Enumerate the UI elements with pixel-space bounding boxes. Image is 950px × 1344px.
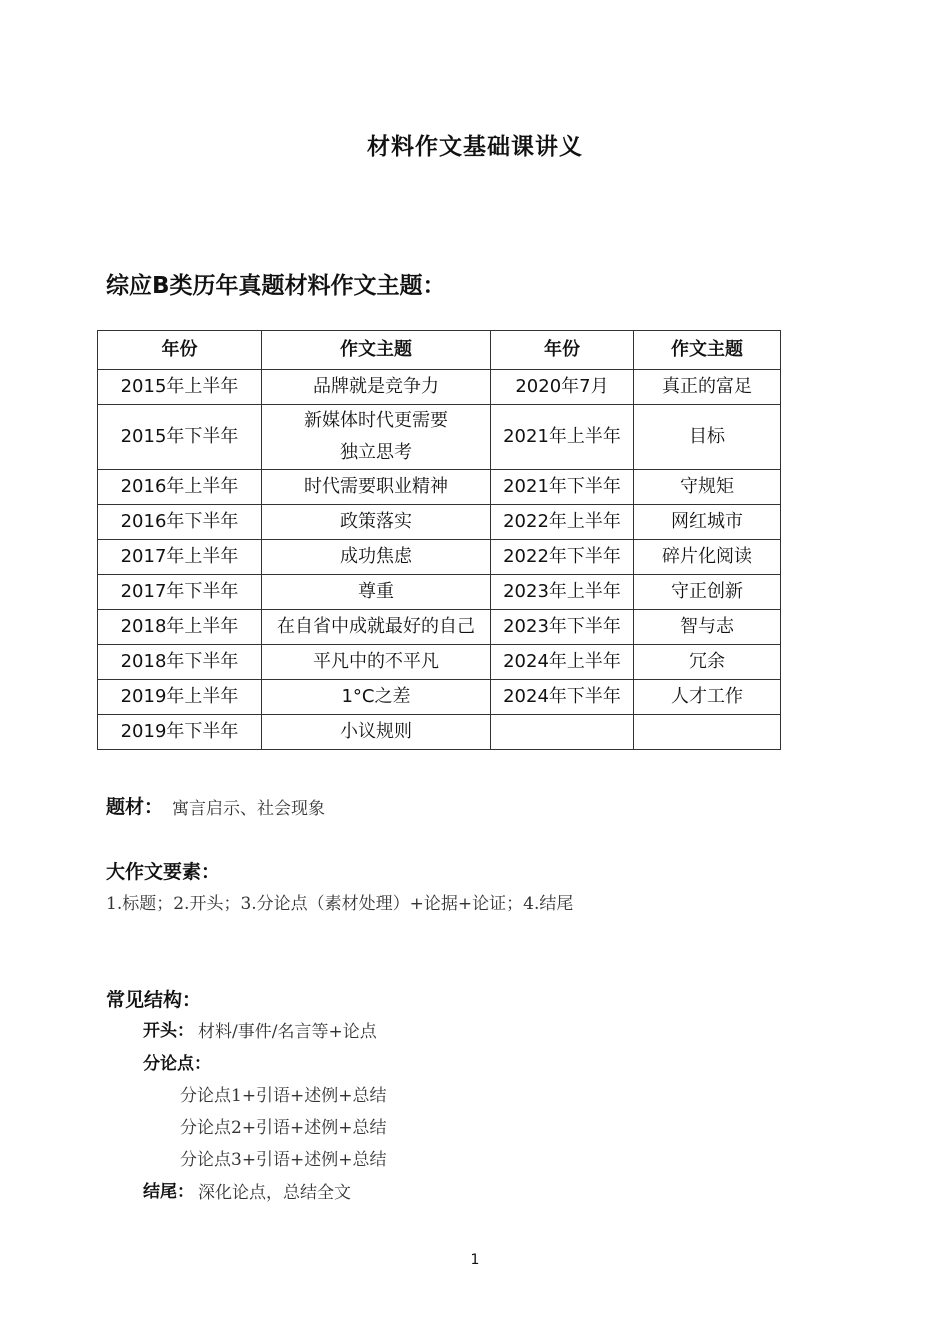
page-number: 1: [470, 1252, 480, 1268]
year-cell: 2021年上半年: [491, 405, 634, 470]
topic-cell: 新媒体时代更需要 独立思考: [262, 405, 491, 470]
table-row: [98, 370, 781, 405]
topic-cell: 品牌就是竞争力: [262, 370, 491, 405]
year-cell: 2022年下半年: [491, 540, 634, 575]
table-row: [98, 405, 781, 470]
year-cell: 2024年下半年: [491, 680, 634, 715]
year-cell: 2017年上半年: [98, 540, 262, 575]
topic-cell: [634, 715, 781, 750]
topic-cell: 政策落实: [262, 505, 491, 540]
year-cell: 2022年上半年: [491, 505, 634, 540]
table-row: [98, 470, 781, 505]
topic-cell: 在自省中成就最好的自己: [262, 610, 491, 645]
year-cell: 2017年下半年: [98, 575, 262, 610]
topic-cell: 平凡中的不平凡: [262, 645, 491, 680]
year-cell: 2018年下半年: [98, 645, 262, 680]
page-title: 材料作文基础课讲义: [367, 134, 583, 160]
year-cell: 2015年下半年: [98, 405, 262, 470]
elements-text: 1.标题；2.开头；3.分论点（素材处理）+论据+论证；4.结尾: [106, 894, 574, 914]
elements-label: 大作文要素：: [106, 861, 221, 883]
table-row: [98, 505, 781, 540]
topic-cell: 目标: [634, 405, 781, 470]
year-cell: 2024年上半年: [491, 645, 634, 680]
subject-text: 寓言启示、社会现象: [172, 799, 325, 819]
year-cell: 2021年下半年: [491, 470, 634, 505]
table-row: [98, 645, 781, 680]
essay-topics-table: [97, 330, 781, 750]
topic-cell: 守正创新: [634, 575, 781, 610]
topic-cell: 1°C之差: [262, 680, 491, 715]
year-cell: 2016年上半年: [98, 470, 262, 505]
section-heading: 综应B类历年真题材料作文主题：: [106, 273, 446, 299]
point-item: 分论点1+引语+述例+总结: [180, 1086, 387, 1106]
table-row: [98, 610, 781, 645]
header-year-2: 年份: [491, 331, 634, 370]
topic-cell: 真正的富足: [634, 370, 781, 405]
structure-label: 常见结构：: [106, 989, 202, 1011]
table-row: [98, 680, 781, 715]
year-cell: 2016年下半年: [98, 505, 262, 540]
year-cell: 2015年上半年: [98, 370, 262, 405]
year-cell: [491, 715, 634, 750]
header-year-1: 年份: [98, 331, 262, 370]
table-row: [98, 575, 781, 610]
point-item: 分论点2+引语+述例+总结: [180, 1118, 387, 1138]
table-header-row: [98, 331, 781, 370]
table-row: [98, 715, 781, 750]
year-cell: 2019年上半年: [98, 680, 262, 715]
header-topic-2: 作文主题: [634, 331, 781, 370]
table-row: [98, 540, 781, 575]
subject-label: 题材：: [106, 796, 164, 818]
topic-cell: 小议规则: [262, 715, 491, 750]
year-cell: 2020年7月: [491, 370, 634, 405]
year-cell: 2023年上半年: [491, 575, 634, 610]
topic-cell: 冗余: [634, 645, 781, 680]
year-cell: 2019年下半年: [98, 715, 262, 750]
opening-text: 材料/事件/名言等+论点: [198, 1022, 377, 1042]
header-topic-1: 作文主题: [262, 331, 491, 370]
topic-cell: 网红城市: [634, 505, 781, 540]
topic-cell: 人才工作: [634, 680, 781, 715]
year-cell: 2023年下半年: [491, 610, 634, 645]
topic-cell: 时代需要职业精神: [262, 470, 491, 505]
points-label: 分论点：: [143, 1054, 211, 1074]
opening-label: 开头：: [143, 1021, 194, 1041]
topic-cell: 成功焦虑: [262, 540, 491, 575]
point-item: 分论点3+引语+述例+总结: [180, 1150, 387, 1170]
topic-cell: 碎片化阅读: [634, 540, 781, 575]
topic-cell: 守规矩: [634, 470, 781, 505]
topic-cell: 尊重: [262, 575, 491, 610]
year-cell: 2018年上半年: [98, 610, 262, 645]
ending-text: 深化论点，总结全文: [198, 1183, 351, 1203]
topic-cell: 智与志: [634, 610, 781, 645]
ending-label: 结尾：: [143, 1182, 194, 1202]
